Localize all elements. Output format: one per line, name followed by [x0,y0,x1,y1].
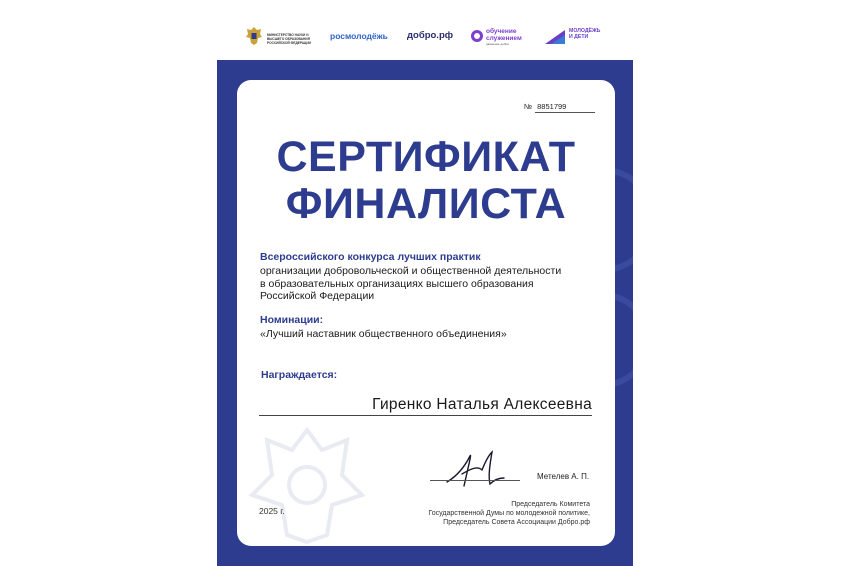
molodezh-mark-icon [543,28,567,46]
molodezh-line1: МОЛОДЁЖЬ [569,28,601,34]
contest-title: Всероссийского конкурса лучших практик [260,251,481,263]
signer-position [357,500,590,527]
certificate-frame [217,0,633,566]
certificate-title-line1: СЕРТИФИКАТ [276,133,576,181]
nomination-value: «Лучший наставник общественного объединения» [260,328,507,340]
number-underline [535,112,595,113]
certificate-year: 2025 г. [259,506,285,516]
nomination-label: Номинации: [260,314,324,326]
obuchenie-circle-icon [471,30,483,42]
obuchenie-line2: служением [486,35,522,42]
certificate-paper [237,80,615,546]
ministry-emblem-icon [245,26,263,46]
contest-desc-line1: организации добровольческой и общественной деятельности [260,265,562,277]
dobro-logo: добро.рф [407,30,454,41]
molodezh-line2: И ДЕТИ [569,34,589,40]
signer-position-line3: Председатель Совета Ассоциации Добро.рф [443,519,590,526]
ministry-logo-text: МИНИСТЕРСТВО НАУКИ И ВЫСШЕГО ОБРАЗОВАНИЯ РОССИЙСКОЙ ФЕДЕРАЦИИ [267,33,311,45]
recipient-underline [259,415,592,416]
award-label: Награждается: [261,369,338,381]
signer-position-line2: Государственной Думы по молодежной политике, [428,510,590,517]
signer-name: Метелев А. П. [537,472,590,481]
contest-description [260,265,600,303]
obuchenie-subtitle: движение добро [486,42,510,46]
rosmolodezh-logo: росмолодёжь [330,31,388,41]
signature-line [430,480,520,481]
logo-bar [217,0,633,60]
obuchenie-line1: обучение [486,28,517,35]
certificate-title-line2: ФИНАЛИСТА [285,180,567,228]
contest-desc-line3: Российской Федерации [260,290,375,302]
certificate-number [524,102,566,111]
recipient-name: Гиренко Наталья Алексеевна [372,396,592,413]
signature-icon [442,448,532,490]
number-label: № [524,102,533,111]
number-value: 8851799 [537,102,567,111]
coat-of-arms-watermark-icon [247,420,367,546]
contest-desc-line2: в образовательных организациях высшего образования [260,277,534,290]
signer-position-line1: Председатель Комитета [511,501,590,508]
